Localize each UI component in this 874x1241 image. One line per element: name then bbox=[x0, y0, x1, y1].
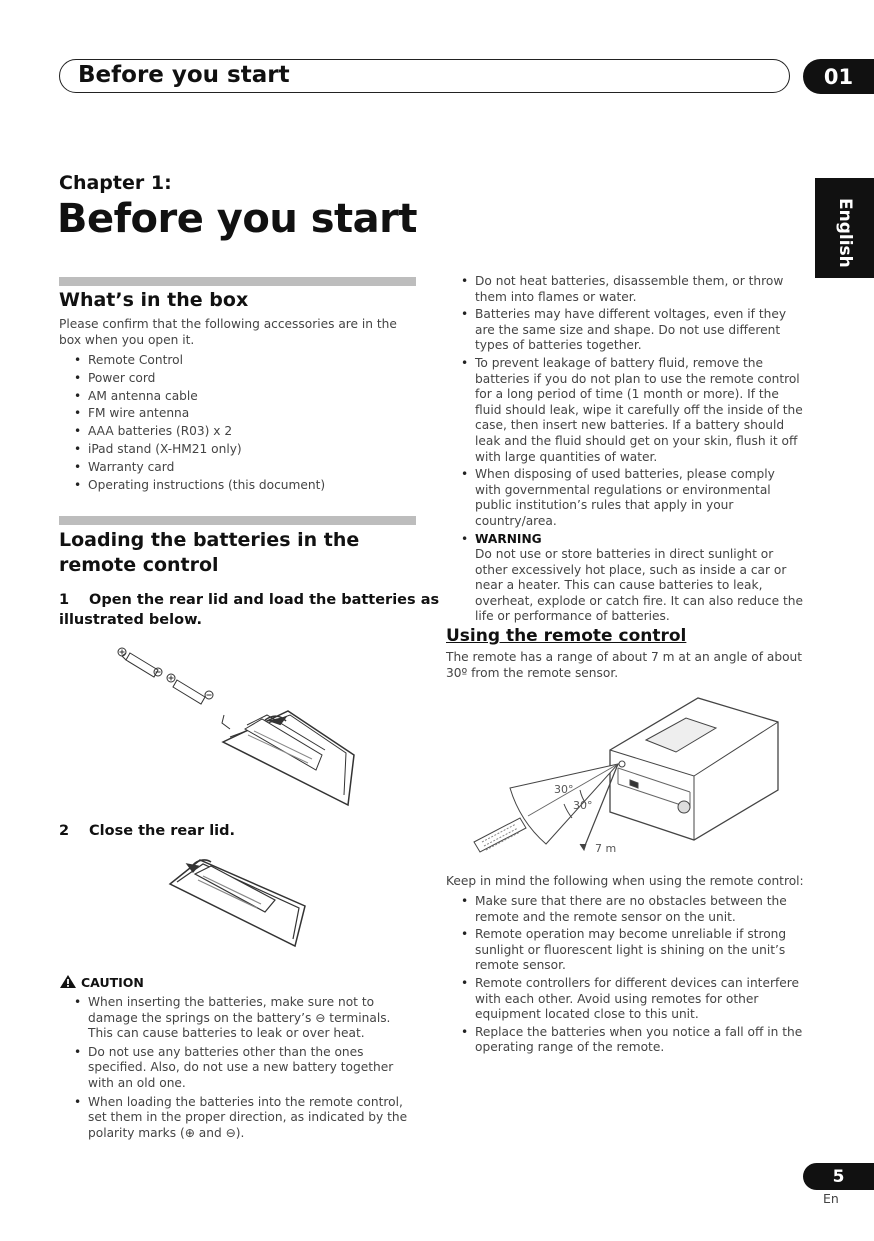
box-intro: Please confirm that the following accessories are in the box when you open it. bbox=[59, 317, 397, 347]
remote-heading: Using the remote control bbox=[446, 626, 687, 646]
list-item: • Batteries may have different voltages, even if they are the same size and shape. Do not use different types of batteries together. bbox=[459, 307, 804, 354]
step-1 bbox=[59, 590, 439, 630]
step-2 bbox=[59, 821, 235, 841]
battery-loading-illustration bbox=[110, 645, 360, 810]
box-list bbox=[72, 352, 412, 494]
caution-label: CAUTION bbox=[81, 975, 144, 990]
list-item: • FM wire antenna bbox=[72, 405, 412, 423]
list-item: • When inserting the batteries, make sure not to damage the springs on the battery’s ⊖ terminals. This can cause batteries to leak or over heat. bbox=[72, 995, 418, 1042]
angle-label-bottom: 30° bbox=[573, 799, 593, 812]
page-title: Before you start bbox=[57, 196, 418, 242]
list-item: • Replace the batteries when you notice a fall off in the operating range of the remote. bbox=[459, 1025, 804, 1056]
step-text: illustrated below. bbox=[59, 612, 203, 628]
list-item: • AM antenna cable bbox=[72, 388, 412, 406]
language-tab bbox=[815, 178, 874, 278]
warning-text: Do not use or store batteries in direct sunlight or other excessively hot place, such as inside a car or near a heater. This can cause batteries to leak, overheat, explode or catch fire. It can also reduce the life or performance of batteries. bbox=[475, 547, 803, 624]
step-number: 1 bbox=[59, 592, 70, 608]
section-divider bbox=[59, 277, 416, 286]
remote-tips-list bbox=[459, 894, 804, 1056]
header-title: Before you start bbox=[78, 62, 290, 88]
list-item: • Power cord bbox=[72, 370, 412, 388]
angle-label-top: 30° bbox=[554, 783, 574, 796]
list-item: • Do not heat batteries, disassemble them, or throw them into flames or water. bbox=[459, 274, 804, 305]
page-language: En bbox=[823, 1191, 839, 1206]
list-item: • When disposing of used batteries, please comply with governmental regulations or environmental public institution’s rules that apply in your country/area. bbox=[459, 467, 804, 529]
caution-list bbox=[72, 995, 418, 1141]
range-label: 7 m bbox=[595, 842, 617, 855]
warning-triangle-icon bbox=[59, 974, 77, 989]
list-item: • iPad stand (X-HM21 only) bbox=[72, 441, 412, 459]
chapter-label: Chapter 1: bbox=[59, 172, 172, 194]
loading-heading-line1: Loading the batteries in the bbox=[59, 529, 360, 551]
list-item: • To prevent leakage of battery fluid, remove the batteries if you do not plan to use the remote control for a long period of time (1 month or more). If the fluid should leak, wipe it carefully off the inside of the case, then insert new batteries. If a battery should leak and the fluid should get on your skin, flush it off with large quantities of water. bbox=[459, 356, 804, 465]
page-number: 5 bbox=[803, 1163, 874, 1190]
chapter-number-badge: 01 bbox=[803, 59, 874, 94]
list-item: • Make sure that there are no obstacles between the remote and the remote sensor on the unit. bbox=[459, 894, 804, 925]
keep-in-mind: Keep in mind the following when using the remote control: bbox=[446, 874, 804, 888]
list-item: • When loading the batteries into the remote control, set them in the proper direction, as indicated by the polarity marks (⊕ and ⊖). bbox=[72, 1095, 418, 1142]
list-item: • AAA batteries (R03) x 2 bbox=[72, 423, 412, 441]
battery-tips-list bbox=[459, 274, 804, 625]
remote-intro: The remote has a range of about 7 m at an angle of about 30º from the remote sensor. bbox=[446, 650, 803, 680]
loading-heading bbox=[59, 528, 359, 578]
list-item: • Remote operation may become unreliable if strong sunlight or fluorescent light is shining on the unit’s remote sensor. bbox=[459, 927, 804, 974]
list-item: • Operating instructions (this document) bbox=[72, 477, 412, 495]
remote-range-diagram bbox=[468, 694, 786, 862]
caution-heading bbox=[59, 974, 144, 990]
list-item: • Remote Control bbox=[72, 352, 412, 370]
step-text: Open the rear lid and load the batteries as bbox=[89, 592, 440, 608]
language-label: English bbox=[835, 198, 855, 268]
step-text: Close the rear lid. bbox=[89, 823, 236, 839]
section-divider bbox=[59, 516, 416, 525]
warning-label: • WARNING bbox=[475, 531, 542, 546]
list-item: • Warranty card bbox=[72, 459, 412, 477]
list-item: • Do not use any batteries other than the ones specified. Also, do not use a new battery together with an old one. bbox=[72, 1045, 418, 1092]
list-item: • Remote controllers for different devices can interfere with each other. Avoid using remotes for other equipment located close to this unit. bbox=[459, 976, 804, 1023]
loading-heading-line2: remote control bbox=[59, 554, 219, 576]
step-number: 2 bbox=[59, 823, 70, 839]
box-heading: What’s in the box bbox=[59, 289, 249, 311]
close-lid-illustration bbox=[165, 854, 310, 950]
header-bar bbox=[59, 59, 790, 93]
warning-item bbox=[459, 532, 804, 626]
